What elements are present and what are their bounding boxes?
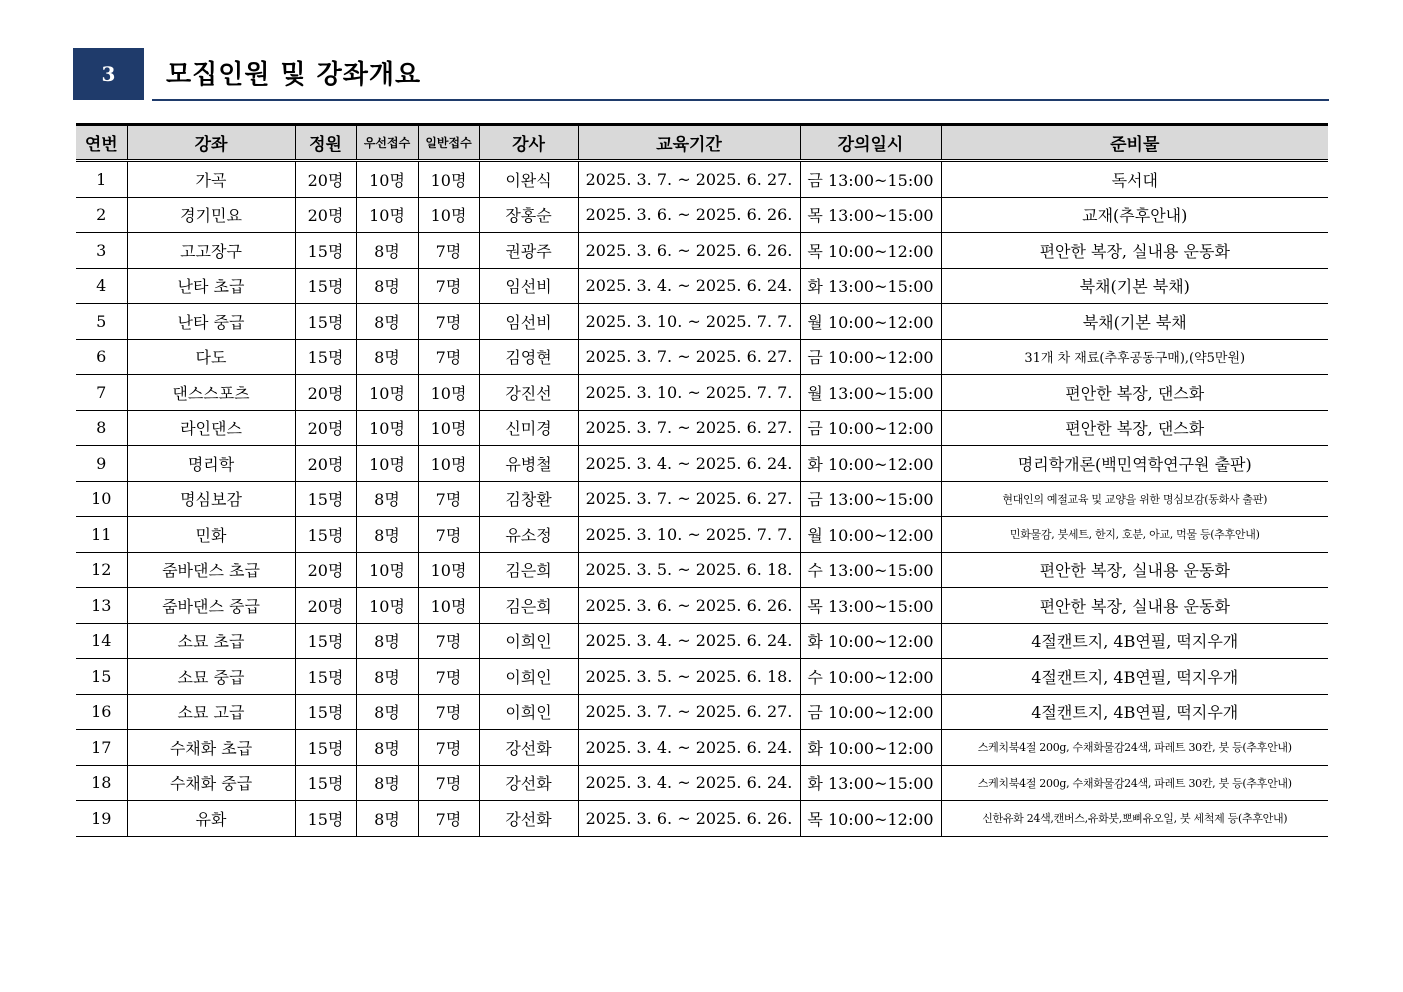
course-table — [76, 123, 1328, 837]
cell-capacity: 20명 — [295, 197, 356, 233]
cell-materials: 편안한 복장, 실내용 운동화 — [941, 233, 1328, 269]
table-row — [76, 659, 1328, 695]
table-row — [76, 730, 1328, 766]
table-row — [76, 197, 1328, 233]
cell-schedule: 금 10:00~12:00 — [800, 694, 941, 730]
section-title: 모집인원 및 강좌개요 — [166, 60, 422, 90]
cell-period: 2025. 3. 4. ~ 2025. 6. 24. — [578, 623, 800, 659]
header-cell-priority: 우선접수 — [356, 125, 418, 161]
cell-general: 10명 — [418, 410, 479, 446]
cell-capacity: 20명 — [295, 588, 356, 624]
cell-course: 경기민요 — [127, 197, 295, 233]
cell-materials: 편안한 복장, 실내용 운동화 — [941, 552, 1328, 588]
cell-no: 12 — [76, 552, 127, 588]
table-row — [76, 552, 1328, 588]
cell-capacity: 20명 — [295, 446, 356, 482]
header-cell-course: 강좌 — [127, 125, 295, 161]
cell-general: 10명 — [418, 552, 479, 588]
cell-course: 다도 — [127, 339, 295, 375]
cell-priority: 8명 — [356, 730, 418, 766]
cell-priority: 10명 — [356, 410, 418, 446]
cell-priority: 8명 — [356, 339, 418, 375]
cell-general: 7명 — [418, 304, 479, 340]
table-row — [76, 694, 1328, 730]
cell-no: 18 — [76, 765, 127, 801]
cell-period: 2025. 3. 6. ~ 2025. 6. 26. — [578, 801, 800, 837]
table-row — [76, 339, 1328, 375]
cell-no: 7 — [76, 375, 127, 411]
cell-period: 2025. 3. 4. ~ 2025. 6. 24. — [578, 268, 800, 304]
cell-materials: 신한유화 24색,캔버스,유화붓,뽀삐유오일, 붓 세척제 등(추후안내) — [941, 801, 1328, 837]
cell-no: 5 — [76, 304, 127, 340]
cell-course: 난타 중급 — [127, 304, 295, 340]
cell-materials: 편안한 복장, 댄스화 — [941, 375, 1328, 411]
cell-no: 13 — [76, 588, 127, 624]
cell-capacity: 15명 — [295, 304, 356, 340]
cell-materials: 4절캔트지, 4B연필, 떡지우개 — [941, 694, 1328, 730]
cell-period: 2025. 3. 4. ~ 2025. 6. 24. — [578, 446, 800, 482]
cell-period: 2025. 3. 5. ~ 2025. 6. 18. — [578, 659, 800, 695]
table-row — [76, 801, 1328, 837]
cell-period: 2025. 3. 10. ~ 2025. 7. 7. — [578, 304, 800, 340]
cell-instructor: 장홍순 — [479, 197, 578, 233]
cell-general: 7명 — [418, 730, 479, 766]
table-row — [76, 588, 1328, 624]
cell-period: 2025. 3. 4. ~ 2025. 6. 24. — [578, 765, 800, 801]
cell-capacity: 20명 — [295, 161, 356, 198]
header-cell-schedule: 강의일시 — [800, 125, 941, 161]
cell-course: 난타 초급 — [127, 268, 295, 304]
cell-general: 7명 — [418, 765, 479, 801]
cell-course: 명심보감 — [127, 481, 295, 517]
cell-instructor: 권광주 — [479, 233, 578, 269]
cell-course: 줌바댄스 초급 — [127, 552, 295, 588]
table-row — [76, 446, 1328, 482]
cell-schedule: 월 10:00~12:00 — [800, 517, 941, 553]
table-row — [76, 161, 1328, 198]
cell-no: 6 — [76, 339, 127, 375]
cell-no: 16 — [76, 694, 127, 730]
cell-period: 2025. 3. 10. ~ 2025. 7. 7. — [578, 375, 800, 411]
cell-course: 가곡 — [127, 161, 295, 198]
cell-period: 2025. 3. 10. ~ 2025. 7. 7. — [578, 517, 800, 553]
cell-schedule: 수 13:00~15:00 — [800, 552, 941, 588]
cell-materials: 편안한 복장, 댄스화 — [941, 410, 1328, 446]
cell-capacity: 15명 — [295, 659, 356, 695]
header-cell-general: 일반접수 — [418, 125, 479, 161]
cell-materials: 현대인의 예절교육 및 교양을 위한 명심보감(동화사 출판) — [941, 481, 1328, 517]
cell-no: 17 — [76, 730, 127, 766]
cell-instructor: 신미경 — [479, 410, 578, 446]
cell-priority: 8명 — [356, 801, 418, 837]
cell-capacity: 15명 — [295, 233, 356, 269]
cell-priority: 8명 — [356, 304, 418, 340]
cell-no: 3 — [76, 233, 127, 269]
cell-instructor: 김창환 — [479, 481, 578, 517]
cell-schedule: 월 10:00~12:00 — [800, 304, 941, 340]
cell-priority: 10명 — [356, 446, 418, 482]
cell-materials: 북채(기본 북채) — [941, 268, 1328, 304]
cell-period: 2025. 3. 7. ~ 2025. 6. 27. — [578, 410, 800, 446]
cell-schedule: 목 10:00~12:00 — [800, 233, 941, 269]
cell-course: 소묘 고급 — [127, 694, 295, 730]
cell-priority: 10명 — [356, 197, 418, 233]
cell-general: 7명 — [418, 339, 479, 375]
cell-general: 10명 — [418, 197, 479, 233]
cell-priority: 10명 — [356, 375, 418, 411]
cell-instructor: 강진선 — [479, 375, 578, 411]
cell-capacity: 20명 — [295, 410, 356, 446]
cell-course: 소묘 초급 — [127, 623, 295, 659]
table-row — [76, 765, 1328, 801]
cell-period: 2025. 3. 4. ~ 2025. 6. 24. — [578, 730, 800, 766]
table-row — [76, 268, 1328, 304]
section-number-badge: 3 — [73, 48, 144, 100]
cell-no: 4 — [76, 268, 127, 304]
cell-instructor: 김은희 — [479, 552, 578, 588]
cell-period: 2025. 3. 7. ~ 2025. 6. 27. — [578, 339, 800, 375]
cell-priority: 10명 — [356, 161, 418, 198]
table-row — [76, 481, 1328, 517]
cell-course: 댄스스포츠 — [127, 375, 295, 411]
header-cell-no: 연번 — [76, 125, 127, 161]
cell-course: 수채화 중급 — [127, 765, 295, 801]
cell-capacity: 20명 — [295, 552, 356, 588]
cell-course: 줌바댄스 중급 — [127, 588, 295, 624]
section-header — [73, 48, 1329, 102]
cell-capacity: 15명 — [295, 730, 356, 766]
cell-course: 소묘 중급 — [127, 659, 295, 695]
table-row — [76, 623, 1328, 659]
cell-materials: 31개 차 재료(추후공동구매),(약5만원) — [941, 339, 1328, 375]
header-cell-materials: 준비물 — [941, 125, 1328, 161]
cell-instructor: 유소정 — [479, 517, 578, 553]
cell-no: 10 — [76, 481, 127, 517]
cell-materials: 4절캔트지, 4B연필, 떡지우개 — [941, 659, 1328, 695]
cell-no: 19 — [76, 801, 127, 837]
cell-priority: 10명 — [356, 552, 418, 588]
table-header-row — [76, 125, 1328, 161]
cell-materials: 독서대 — [941, 161, 1328, 198]
cell-general: 10명 — [418, 446, 479, 482]
cell-priority: 8명 — [356, 659, 418, 695]
cell-instructor: 강선화 — [479, 801, 578, 837]
cell-schedule: 화 10:00~12:00 — [800, 623, 941, 659]
cell-schedule: 금 13:00~15:00 — [800, 161, 941, 198]
cell-no: 14 — [76, 623, 127, 659]
cell-capacity: 15명 — [295, 481, 356, 517]
header-cell-period: 교육기간 — [578, 125, 800, 161]
cell-materials: 편안한 복장, 실내용 운동화 — [941, 588, 1328, 624]
table-row — [76, 375, 1328, 411]
cell-general: 7명 — [418, 623, 479, 659]
cell-capacity: 15명 — [295, 339, 356, 375]
cell-instructor: 이희인 — [479, 623, 578, 659]
cell-course: 유화 — [127, 801, 295, 837]
cell-no: 9 — [76, 446, 127, 482]
cell-instructor: 김영현 — [479, 339, 578, 375]
cell-capacity: 15명 — [295, 268, 356, 304]
cell-schedule: 금 13:00~15:00 — [800, 481, 941, 517]
cell-materials: 북채(기본 북채 — [941, 304, 1328, 340]
cell-instructor: 강선화 — [479, 765, 578, 801]
cell-schedule: 화 10:00~12:00 — [800, 446, 941, 482]
header-cell-instructor: 강사 — [479, 125, 578, 161]
cell-period: 2025. 3. 7. ~ 2025. 6. 27. — [578, 161, 800, 198]
cell-instructor: 김은희 — [479, 588, 578, 624]
cell-instructor: 이완식 — [479, 161, 578, 198]
cell-period: 2025. 3. 7. ~ 2025. 6. 27. — [578, 481, 800, 517]
cell-general: 7명 — [418, 481, 479, 517]
cell-priority: 8명 — [356, 517, 418, 553]
table-row — [76, 410, 1328, 446]
cell-general: 7명 — [418, 268, 479, 304]
cell-period: 2025. 3. 6. ~ 2025. 6. 26. — [578, 233, 800, 269]
cell-schedule: 목 13:00~15:00 — [800, 197, 941, 233]
cell-materials: 스케치북4절 200g, 수채화물감24색, 파레트 30칸, 붓 등(추후안내) — [941, 765, 1328, 801]
cell-instructor: 강선화 — [479, 730, 578, 766]
cell-course: 라인댄스 — [127, 410, 295, 446]
cell-materials: 교재(추후안내) — [941, 197, 1328, 233]
cell-instructor: 이희인 — [479, 694, 578, 730]
table-row — [76, 517, 1328, 553]
cell-course: 명리학 — [127, 446, 295, 482]
cell-general: 7명 — [418, 233, 479, 269]
cell-instructor: 유병철 — [479, 446, 578, 482]
cell-period: 2025. 3. 7. ~ 2025. 6. 27. — [578, 694, 800, 730]
header-cell-capacity: 정원 — [295, 125, 356, 161]
cell-priority: 8명 — [356, 268, 418, 304]
cell-schedule: 화 10:00~12:00 — [800, 730, 941, 766]
cell-priority: 10명 — [356, 588, 418, 624]
cell-no: 8 — [76, 410, 127, 446]
table-row — [76, 304, 1328, 340]
cell-course: 고고장구 — [127, 233, 295, 269]
cell-general: 7명 — [418, 517, 479, 553]
cell-schedule: 목 10:00~12:00 — [800, 801, 941, 837]
cell-priority: 8명 — [356, 765, 418, 801]
cell-schedule: 화 13:00~15:00 — [800, 268, 941, 304]
cell-instructor: 임선비 — [479, 304, 578, 340]
section-divider — [152, 99, 1329, 101]
cell-schedule: 목 13:00~15:00 — [800, 588, 941, 624]
cell-period: 2025. 3. 6. ~ 2025. 6. 26. — [578, 588, 800, 624]
cell-capacity: 15명 — [295, 694, 356, 730]
cell-general: 10명 — [418, 375, 479, 411]
cell-schedule: 금 10:00~12:00 — [800, 339, 941, 375]
table-row — [76, 233, 1328, 269]
cell-materials: 4절캔트지, 4B연필, 떡지우개 — [941, 623, 1328, 659]
cell-priority: 8명 — [356, 694, 418, 730]
cell-general: 7명 — [418, 659, 479, 695]
cell-materials: 민화물감, 붓세트, 한지, 호분, 아교, 먹물 등(추후안내) — [941, 517, 1328, 553]
cell-no: 11 — [76, 517, 127, 553]
cell-schedule: 월 13:00~15:00 — [800, 375, 941, 411]
cell-capacity: 20명 — [295, 375, 356, 411]
cell-period: 2025. 3. 6. ~ 2025. 6. 26. — [578, 197, 800, 233]
cell-priority: 8명 — [356, 233, 418, 269]
cell-capacity: 15명 — [295, 623, 356, 659]
cell-course: 민화 — [127, 517, 295, 553]
cell-general: 7명 — [418, 801, 479, 837]
cell-materials: 명리학개론(백민역학연구원 출판) — [941, 446, 1328, 482]
cell-materials: 스케치북4절 200g, 수채화물감24색, 파레트 30칸, 붓 등(추후안내) — [941, 730, 1328, 766]
cell-general: 10명 — [418, 588, 479, 624]
cell-priority: 8명 — [356, 623, 418, 659]
cell-priority: 8명 — [356, 481, 418, 517]
cell-instructor: 임선비 — [479, 268, 578, 304]
cell-general: 7명 — [418, 694, 479, 730]
cell-period: 2025. 3. 5. ~ 2025. 6. 18. — [578, 552, 800, 588]
cell-no: 1 — [76, 161, 127, 198]
cell-schedule: 금 10:00~12:00 — [800, 410, 941, 446]
cell-course: 수채화 초급 — [127, 730, 295, 766]
cell-schedule: 화 13:00~15:00 — [800, 765, 941, 801]
cell-capacity: 15명 — [295, 517, 356, 553]
cell-no: 15 — [76, 659, 127, 695]
cell-general: 10명 — [418, 161, 479, 198]
cell-capacity: 15명 — [295, 801, 356, 837]
cell-schedule: 수 10:00~12:00 — [800, 659, 941, 695]
cell-no: 2 — [76, 197, 127, 233]
cell-capacity: 15명 — [295, 765, 356, 801]
cell-instructor: 이희인 — [479, 659, 578, 695]
